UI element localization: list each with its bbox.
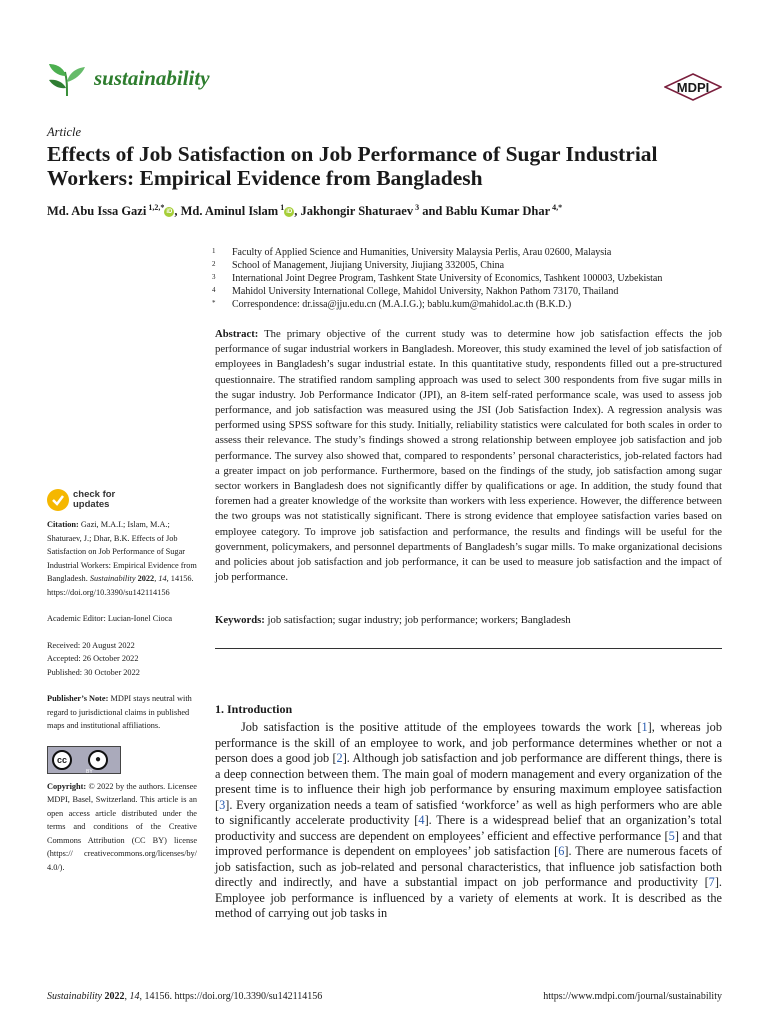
affiliation-item	[212, 259, 732, 272]
publishers-note-text: MDPI stays neutral with regard to jurisdictional claims in published maps and institutional affiliations.	[47, 694, 192, 730]
affiliation-number: 1	[212, 247, 216, 255]
article-title: Effects of Job Satisfaction on Job Performance of Sugar Industrial Workers: Empirical Evidence from Bangladesh	[47, 142, 658, 190]
footer-citation: Sustainability 2022, 14, 14156. https://doi.org/10.3390/su142114156	[47, 991, 323, 1002]
introduction-paragraph	[215, 720, 722, 922]
orcid-icon[interactable]: iD	[166, 209, 173, 216]
journal-name[interactable]: sustainability	[94, 66, 210, 90]
affiliations-list	[212, 246, 732, 311]
author-affiliation-marker: 4,*	[550, 203, 563, 212]
footer-year: 2022	[104, 991, 125, 1002]
footer-doi[interactable]: , 14156. https://doi.org/10.3390/su142114156	[139, 991, 323, 1002]
by-label: BY	[86, 768, 93, 775]
copyright-block	[47, 780, 197, 875]
section-heading-introduction: 1. Introduction	[215, 702, 293, 716]
accepted-date: Accepted: 26 October 2022	[47, 654, 139, 663]
affiliation-item	[212, 285, 732, 298]
mdpi-logo-icon	[664, 73, 722, 101]
affiliation-text: School of Management, Jiujiang University, Jiujiang 332005, China	[232, 260, 505, 271]
affiliation-item	[212, 246, 732, 259]
journal-leaf-logo-icon	[47, 62, 87, 98]
affiliation-text: Mahidol University International College, Mahidol University, Nakhon Pathom 73170, Thailand	[232, 286, 619, 297]
introduction-text: ], whereas job performance is the skill of an employee to work, and job performance determines whether or not a person does a good job [	[215, 720, 722, 765]
affiliation-number: 3	[212, 273, 216, 281]
introduction-text: ]. There is a widespread belief that an organization’s total productivity and success are dependent on employees’ efficient and effective performance [	[215, 813, 722, 843]
citation-ref-link[interactable]: 1	[641, 720, 648, 734]
author-affiliation-marker: 1	[278, 203, 285, 212]
citation-doi[interactable]: , 14156. https://doi.org/10.3390/su142114156	[47, 574, 194, 597]
publishers-note	[47, 692, 197, 733]
citation-label: Citation:	[47, 520, 79, 529]
author-name[interactable]: Jakhongir Shaturaev	[300, 204, 414, 219]
introduction-text: ]. There are numerous facets of job satisfaction, such as job-related and personal characteristics, that influence job satisfaction both directly and indirectly, and have a substantial impact on job performance and productivity [	[215, 844, 722, 889]
author-name[interactable]: Bablu Kumar Dhar	[445, 204, 551, 219]
check-updates-line2: updates	[73, 499, 110, 510]
check-for-updates-button[interactable]	[47, 489, 157, 513]
citation-block: Citation: Gazi, M.A.I.; Islam, M.A.; Shaturaev, J.; Dhar, B.K. Effects of Job Satisfaction on Job Performance of Sugar Industrial Workers: Empirical Evidence from Bangladesh. Sustainability 2022, 14, 14156. https://doi.org/10.3390/su142114156	[47, 520, 197, 597]
citation-ref-link[interactable]: 5	[668, 828, 675, 843]
dates-block	[47, 639, 197, 680]
cc-by-license-badge[interactable]	[47, 746, 121, 774]
author-name[interactable]: Md. Aminul Islam	[180, 204, 279, 219]
keywords	[215, 614, 722, 626]
check-updates-icon	[47, 489, 69, 511]
footer-journal-url[interactable]: https://www.mdpi.com/journal/sustainability	[543, 991, 722, 1002]
affiliation-item	[212, 272, 732, 285]
creative-commons-icon: cc	[52, 750, 72, 770]
footer-journal: Sustainability	[47, 991, 102, 1002]
affiliation-item	[212, 298, 732, 311]
affiliation-number: 4	[212, 286, 216, 294]
citation-ref-link[interactable]: 6	[558, 844, 565, 858]
author-affiliation-marker: 1,2,*	[146, 203, 165, 212]
citation-volume: 14	[158, 574, 167, 583]
citation-journal: Sustainability	[89, 574, 136, 583]
citation-ref-link[interactable]: 3	[219, 797, 226, 812]
check-updates-line1: check for	[73, 489, 116, 500]
footer-volume: 14	[129, 991, 140, 1002]
citation-ref-link[interactable]: 2	[336, 751, 343, 765]
introduction-text: ]. Although job satisfaction and job performance are different things, there is a deep connection between them. The main goal of modern management and every organization of the present time is to influence their high job performance by ensuring maximum employee satisfaction [	[215, 751, 722, 812]
author-affiliation-marker: 3	[413, 203, 420, 212]
mdpi-logo-text: MDPI	[676, 80, 710, 95]
abstract-text: The primary objective of the current study was to determine how job satisfaction effects the job performance of sugar industrial workers in Bangladesh. Moreover, this study examined the level of job satisfaction of employees in Bangladesh’s sugar industrial estate. In this quantitative study, respondents filled out a pre-structured questionnaire. The stratified random sampling approach was used to select 300 respondents from five sugar mills in the sugar industry. Job Performance Indicator (JPI), an 8-item self-rated performance scale, was used to assess job performance, and job satisfaction was measured using the JSI (Job Satisfaction Index). A regression analysis was performed using SPSS software for this study. Initially, reliability statistics were calculated for both scales in order to assess their relevance. The study’s findings showed a strong relationship between employee job satisfaction and job performance. The survey also showed that, compared to respondents’ personal characteristics, job-related factors had a greater impact on job performance. Furthermore, based on the findings of the study, job satisfaction among sugar sector workers in Bangladesh does not significantly differ by qualifications or age. In addition, the study found that foremen had a greater knowledge of the worksite than workers with less experience. However, the difference between the two groups was not statistically significant. There is strong evidence that employee satisfaction varies based on employee category. To improve job satisfaction and performance, the results and findings will be useful for the government, policymakers, and personnel departments of Bangladesh’s sugar mills. To make organizational decisions and policies about job satisfaction and job performance, it can be used to measure job satisfaction and the impact of job performance.	[215, 328, 722, 584]
article-type: Article	[47, 125, 82, 139]
affiliation-text: Faculty of Applied Science and Humanities, University Malaysia Perlis, Arau 02600, Malaysia	[232, 247, 612, 258]
academic-editor: Academic Editor: Lucian-Ionel Cioca	[47, 614, 173, 623]
affiliation-number: 2	[212, 260, 216, 268]
introduction-body	[215, 720, 722, 922]
author-list: Md. Abu Issa Gazi $^{1,2,*}$iD , Md. Aminul Islam $^1$iD , Jakhongir Shaturaev $^3$ and Bablu Kumar Dhar $^{4,*}$	[47, 203, 563, 219]
attribution-icon: ●	[88, 750, 108, 770]
introduction-text: Job satisfaction is the positive attitude of the employees towards the work [	[241, 720, 642, 734]
citation-ref-link[interactable]: 4	[418, 813, 425, 827]
citation-ref-link[interactable]: 7	[708, 875, 715, 889]
published-date: Published: 30 October 2022	[47, 667, 140, 677]
citation-year: 2022	[137, 574, 155, 583]
publishers-note-label: Publisher’s Note:	[47, 694, 109, 703]
orcid-icon[interactable]: iD	[286, 209, 293, 216]
section-divider	[215, 648, 722, 649]
introduction-text: ]. Every organization needs a team of satisfied ‘workforce’ as well as high performers who are able to significantly accelerate productivity [	[215, 797, 722, 827]
citation-text: Gazi, M.A.I.; Islam, M.A.; Shaturaev, J.; Dhar, B.K. Effects of Job Satisfaction on Job Performance of Sugar Industrial Workers: Empirical Evidence from Bangladesh.	[47, 520, 197, 583]
affiliation-text: Correspondence: dr.issa@jju.edu.cn (M.A.I.G.); bablu.kum@mahidol.ac.th (B.K.D.)	[232, 299, 572, 310]
introduction-text: ] and that improved performance is dependent on employees’ job satisfaction [	[215, 828, 722, 858]
keywords-text: job satisfaction; sugar industry; job performance; workers; Bangladesh	[267, 614, 571, 626]
received-date: Received: 20 August 2022	[47, 640, 135, 650]
introduction-text: ]. Employee job performance is influenced by a variety of elements at work. It is described as the method of carrying out job tasks in	[215, 875, 722, 920]
abstract-label: Abstract:	[215, 328, 259, 340]
affiliation-text: International Joint Degree Program, Tashkent State University of Economics, Tashkent 100003, Uzbekistan	[232, 273, 663, 284]
affiliation-number: *	[212, 299, 216, 307]
copyright-label: Copyright:	[47, 781, 87, 791]
copyright-text: © 2022 by the authors. Licensee MDPI, Basel, Switzerland. This article is an open access article distributed under the terms and conditions of the Creative Commons Attribution (CC BY) license (https:// creativecommons.org/licenses/by/ 4.0/).	[47, 781, 197, 872]
author-name[interactable]: Md. Abu Issa Gazi	[47, 204, 147, 219]
abstract	[215, 327, 722, 585]
keywords-label: Keywords:	[215, 614, 265, 626]
sidebar	[47, 518, 197, 887]
